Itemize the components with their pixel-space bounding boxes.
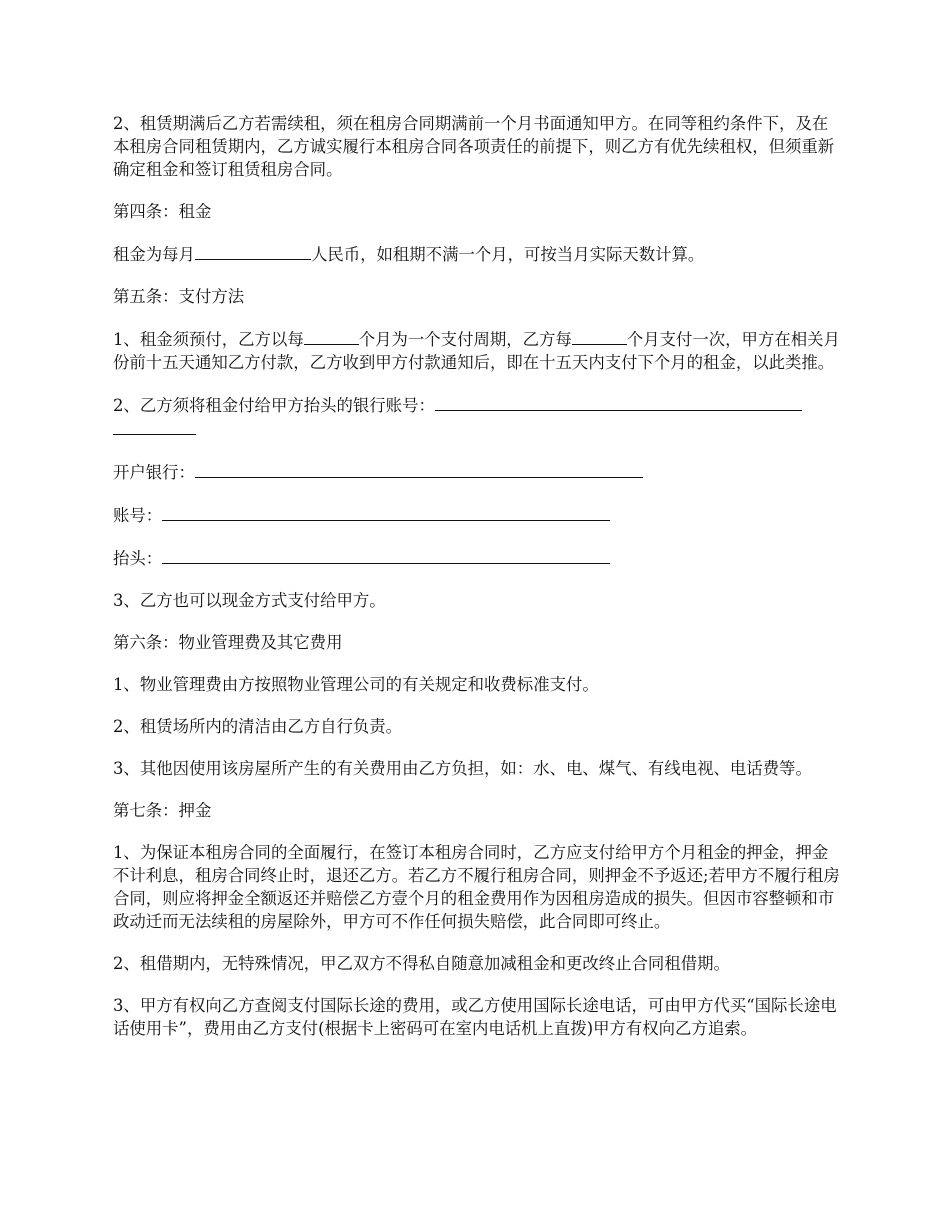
bank-name-line	[113, 460, 840, 484]
payment-frequency-blank[interactable]	[572, 327, 627, 345]
account-number-line	[113, 503, 840, 527]
cleaning-paragraph: 2、租赁场所内的清洁由乙方自行负责。	[113, 717, 403, 736]
bank-account-blank-continued[interactable]	[113, 417, 196, 435]
heading-article-7: 第七条：押金	[113, 801, 212, 820]
payee-blank[interactable]	[162, 546, 610, 564]
bank-account-paragraph	[113, 393, 840, 441]
deposit-paragraph: 1、为保证本租房合同的全面履行，在签订本租房合同时，乙方应支付给甲方个月租金的押金，押金不计利息，租房合同终止时，退还乙方。若乙方不履行租房合同，则押金不予返还;若甲方不履行租房合同，则应将押金全额返还并赔偿乙方壹个月的租金费用作为因租房造成的损失。但因市容整顿和市政动迁而无法续租的房屋除外，甲方可不作任何损失赔偿，此合同即可终止。	[113, 843, 840, 931]
bank-account-text: 2、乙方须将租金付给甲方抬头的银行账号：	[113, 396, 435, 415]
payment-text-c: 个月支付一次，甲方在相关月份前十五天通知乙方付款，乙方收到甲方付款通知后，即在十五天内支付下个月的租金，以此类推。	[113, 330, 840, 372]
payment-text-b: 个月为一个支付周期，乙方每	[358, 330, 572, 349]
property-fee-paragraph: 1、物业管理费由方按照物业管理公司的有关规定和收费标准支付。	[113, 675, 599, 694]
payee-line	[113, 546, 840, 570]
payment-period-blank[interactable]	[304, 327, 359, 345]
heading-article-4: 第四条：租金	[113, 202, 212, 221]
account-number-blank[interactable]	[162, 503, 610, 521]
other-fees-paragraph: 3、其他因使用该房屋所产生的有关费用由乙方负担，如：水、电、煤气、有线电视、电话费等。	[113, 759, 812, 778]
clause-renewal: 2、租赁期满后乙方若需续租，须在租房合同期满前一个月书面通知甲方。在同等租约条件下，及在本租房合同租赁期内，乙方诚实履行本租房合同各项责任的前提下，则乙方有优先续租权，但须重新确定租金和签订租赁租房合同。	[113, 114, 835, 179]
rent-amount-blank[interactable]	[195, 242, 311, 260]
bank-account-blank[interactable]	[435, 393, 802, 411]
payment-text-a: 1、租金须预付，乙方以每	[113, 330, 304, 349]
document-page	[113, 112, 840, 1059]
rent-text-a: 租金为每月	[113, 245, 195, 264]
rent-change-paragraph: 2、租借期内，无特殊情况，甲乙双方不得私自随意加减租金和更改终止合同租借期。	[113, 954, 730, 973]
rent-text-b: 人民币，如租期不满一个月，可按当月实际天数计算。	[310, 245, 705, 264]
bank-name-label: 开户银行：	[113, 463, 195, 482]
cash-payment-paragraph: 3、乙方也可以现金方式支付给甲方。	[113, 591, 386, 610]
payee-label: 抬头：	[113, 549, 163, 568]
account-number-label: 账号：	[113, 506, 163, 525]
international-call-paragraph: 3、甲方有权向乙方查阅支付国际长途的费用，或乙方使用国际长途电话，可由甲方代买“国际长途电话使用卡”，费用由乙方支付(根据卡上密码可在室内电话机上直拨)甲方有权向乙方追索。	[113, 996, 837, 1038]
heading-article-5: 第五条：支付方法	[113, 287, 245, 306]
payment-cycle-paragraph	[113, 327, 840, 374]
heading-article-6: 第六条：物业管理费及其它费用	[113, 633, 343, 652]
rent-paragraph	[113, 242, 840, 266]
bank-name-blank[interactable]	[195, 460, 643, 478]
